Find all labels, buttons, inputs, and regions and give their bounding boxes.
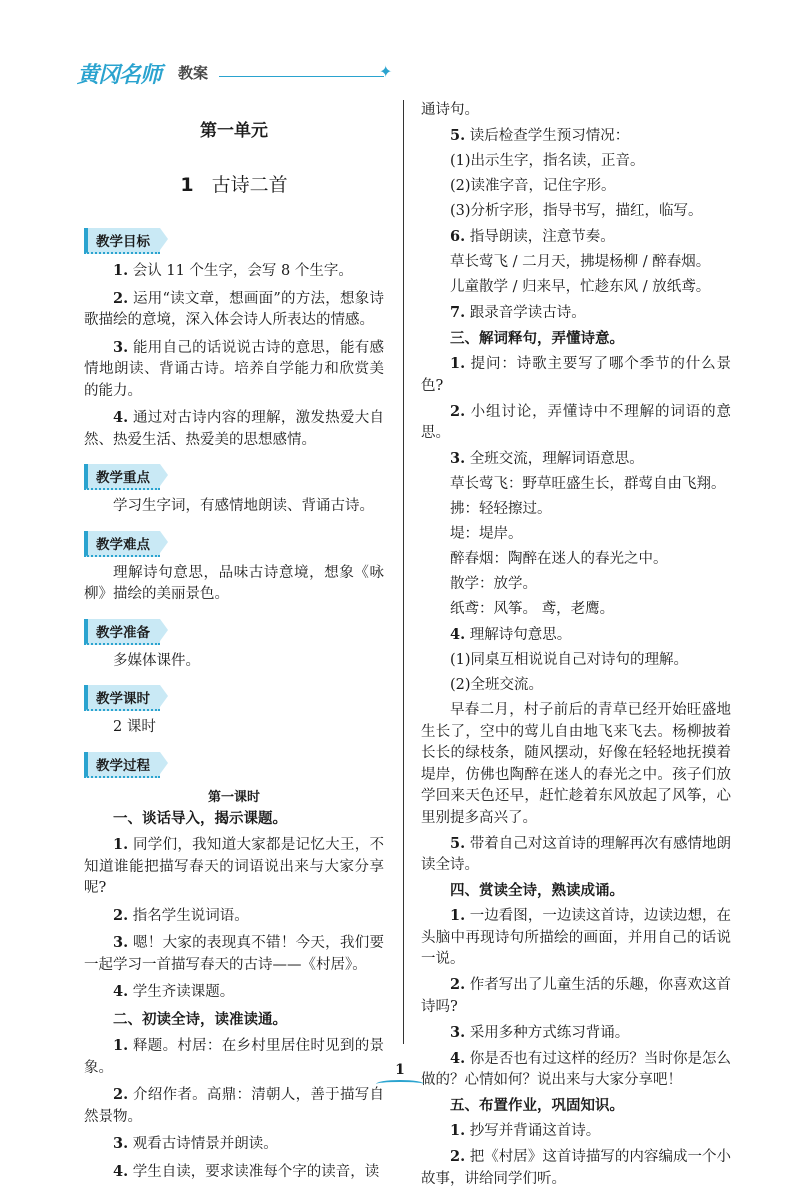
step-heading: 五、布置作业，巩固知识。: [450, 1097, 624, 1114]
goal-item: 4. 通过对古诗内容的理解，激发热爱大自然、热爱生活、热爱美的思想感情。: [84, 409, 384, 448]
section-label-preparation: 教学准备: [84, 619, 160, 645]
column-divider: [403, 100, 404, 1044]
step-item: 1. 同学们，我知道大家都是记忆大王，不知道谁能把描写春天的词语说出来与大家分享呢?: [84, 836, 384, 896]
difficulties-text: 理解诗句意思，品味古诗意境，想象《咏柳》描绘的美丽景色。: [84, 564, 384, 602]
step-item: 4. 你是否也有过这样的经历？当时你是怎么做的？心情如何？说出来与大家分享吧！: [421, 1049, 731, 1088]
step-item: 3. 采用多种方式练习背诵。: [450, 1023, 630, 1041]
step-heading: 一、谈话导入，揭示课题。: [113, 809, 287, 827]
step-detail: 散学：放学。: [450, 576, 537, 592]
step-item: 2. 把《村居》这首诗描写的内容编成一个小故事，讲给同学们听。: [421, 1148, 731, 1187]
step-item: 6. 指导朗读，注意节奏。: [450, 228, 615, 245]
brand-logo: 黄冈名师: [77, 63, 162, 88]
step-item: 2. 介绍作者。高鼎：清朝人，善于描写自然景物。: [84, 1086, 384, 1125]
goal-item: 3. 能用自己的话说说古诗的意思，能有感情地朗读、背诵古诗。培养自学能力和欣赏美的能力。: [84, 338, 384, 399]
page-number-ornament: [376, 1080, 424, 1088]
step-detail: 醉春烟：陶醉在迷人的春光之中。: [450, 551, 668, 567]
left-process-list: [84, 808, 384, 1184]
step-heading: 三、解词释句，弄懂诗意。: [450, 330, 624, 347]
step-detail: (3)分析字形，指导书写，描红，临写。: [450, 203, 703, 219]
lesson-number: 1: [180, 174, 194, 196]
sparkle-icon: ✦: [379, 62, 393, 81]
step-item: 3. 嗯！大家的表现真不错！今天，我们要一起学习一首描写春天的古诗——《村居》。: [84, 934, 384, 973]
goal-item: 2. 运用“读文章，想画面”的方法，想象诗歌描绘的意境，深入体会诗人所表达的情感。: [84, 289, 384, 328]
header-rule: [219, 76, 384, 77]
period-heading: 第一课时: [207, 789, 260, 805]
lesson-title: [84, 168, 384, 202]
lesson-name: 古诗二首: [211, 174, 288, 196]
hours-text: 2 课时: [113, 719, 156, 735]
step-item: 2. 小组讨论，弄懂诗中不理解的词语的意思。: [421, 402, 731, 441]
step-detail: 早春二月，村子前后的青草已经开始旺盛地生长了，空中的莺儿自由地飞来飞去。杨柳披着长长的绿枝条，随风摆动，好像在轻轻地抚摸着堤岸，仿佛也陶醉在迷人的春光之中。孩子们放学回来天色还早，赶忙趁着东风放起了风筝，心里别提多高兴了。: [421, 702, 731, 826]
step-item: 3. 观看古诗情景并朗读。: [113, 1135, 278, 1152]
page-header: [77, 58, 393, 92]
step-detail: 堤：堤岸。: [450, 526, 523, 542]
step-item: 3. 全班交流，理解词语意思。: [450, 450, 644, 467]
step-detail: 拂：轻轻擦过。: [450, 501, 552, 517]
right-process-list: [421, 100, 731, 1190]
page-number: 1: [395, 1062, 405, 1078]
step-detail: 草长莺飞：野草旺盛生长，群莺自由飞翔。: [450, 476, 726, 492]
continued-text: 通诗句。: [421, 102, 479, 118]
step-item: 4. 学生齐读课题。: [113, 983, 235, 1000]
step-item: 1. 释题。村居：在乡村里居住时见到的景象。: [84, 1037, 384, 1076]
step-item: 1. 一边看图，一边读这首诗，边读边想，在头脑中再现诗句所描绘的画面，并用自己的话说一说。: [421, 907, 731, 967]
brand-subtitle: 教案: [178, 64, 209, 82]
step-item: 5. 读后检查学生预习情况：: [450, 127, 630, 144]
step-item: 1. 抄写并背诵这首诗。: [450, 1122, 601, 1139]
key-points-text: 学习生字词，有感情地朗读、背诵古诗。: [113, 498, 374, 514]
step-item: 4. 理解诗句意思。: [450, 626, 572, 643]
section-label-goals: 教学目标: [84, 228, 160, 254]
step-detail: (1)同桌互相说说自己对诗句的理解。: [450, 652, 689, 668]
step-item: 2. 指名学生说词语。: [113, 906, 249, 924]
unit-title: 第一单元: [200, 121, 268, 141]
step-item: 2. 作者写出了儿童生活的乐趣，你喜欢这首诗吗?: [421, 976, 731, 1015]
step-detail: (1)出示生字，指名读，正音。: [450, 153, 645, 169]
step-detail: 草长莺飞 / 二月天，拂堤杨柳 / 醉春烟。: [450, 254, 711, 270]
step-detail: 纸鸢：风筝。 鸢，老鹰。: [450, 601, 615, 617]
step-item: 4. 学生自读，要求读准每个字的读音，读: [113, 1162, 380, 1180]
section-label-process: 教学过程: [84, 752, 160, 778]
step-item: 5. 带着自己对这首诗的理解再次有感情地朗读全诗。: [421, 834, 731, 873]
step-heading: 四、赏读全诗，熟读成诵。: [450, 882, 624, 899]
goals-list: [84, 260, 384, 451]
section-label-hours: 教学课时: [84, 685, 160, 711]
step-detail: 儿童散学 / 归来早，忙趁东风 / 放纸鸢。: [450, 279, 711, 295]
section-label-difficulties: 教学难点: [84, 531, 160, 557]
preparation-text: 多媒体课件。: [113, 652, 200, 669]
step-detail: (2)读准字音，记住字形。: [450, 178, 616, 194]
section-label-key-points: 教学重点: [84, 464, 160, 490]
goal-item: 1. 会认 11 个生字，会写 8 个生字。: [113, 262, 353, 279]
step-item: 7. 跟录音学读古诗。: [450, 304, 586, 321]
right-column: [421, 100, 731, 1194]
left-column: [84, 116, 384, 1188]
step-item: 1. 提问：诗歌主要写了哪个季节的什么景色?: [421, 355, 731, 394]
step-detail: (2)全班交流。: [450, 677, 544, 693]
step-heading: 二、初读全诗，读准读通。: [113, 1010, 287, 1028]
